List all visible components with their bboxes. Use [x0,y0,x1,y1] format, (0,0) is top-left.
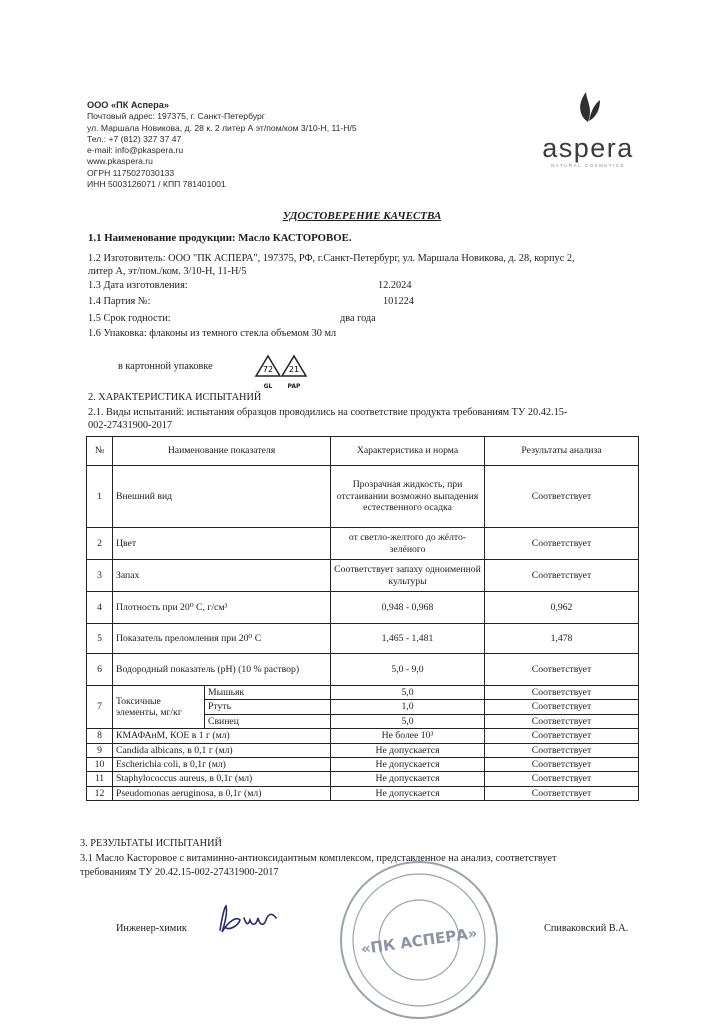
logo-wordmark: aspera [542,133,634,163]
table-row [87,772,639,786]
stamp-text: «ПК АСПЕРА» [359,923,479,959]
table-row [87,743,639,757]
table-row-toxic [87,686,639,700]
row-number: 2 [87,528,113,560]
row-number: 10 [87,758,113,772]
header-norm: Характеристика и норма [331,437,485,466]
company-stamp-seal [335,856,503,1024]
recycle-pap-icon [280,354,308,388]
recycle-pap-number: 21 [288,365,300,374]
row-number: 8 [87,729,113,743]
table-row [87,729,639,743]
row-indicator: Candida albicans, в 0,1 г (мл) [113,743,331,757]
toxic-sub-name: Мышьяк [205,686,331,700]
product-name: 1.1 Наименование продукции: Масло КАСТОРОВОЕ. [88,232,352,244]
recycle-gl-number: 72 [262,365,274,374]
row-indicator: Цвет [113,528,331,560]
tests-heading: 2. ХАРАКТЕРИСТИКА ИСПЫТАНИЙ [88,392,262,403]
row-norm: Не допускается [331,786,485,800]
row-result: Соответствует [485,772,639,786]
shelf-label: 1.5 Срок годности: [88,313,171,324]
company-inn: ИНН 5003126071 / КПП 781401001 [87,179,226,190]
pack-line: 1.6 Упаковка: флаконы из темного стекла объемом 30 мл [88,328,337,339]
tests-intro-1: 2.1. Виды испытаний: испытания образцов проводились на соответствие продукта требованиям ТУ 20.42.15- [88,407,568,418]
row-result: Соответствует [485,528,639,560]
company-header [87,100,357,190]
results-line-2: требованиям ТУ 20.42.15-002-27431900-2017 [80,867,279,878]
row-norm: 1,0 [331,700,485,714]
recycle-pap-code: PAP [287,383,301,390]
table-row [87,466,639,528]
row-norm: 5,0 - 9,0 [331,654,485,686]
row-result: 0,962 [485,592,639,624]
row-indicator: Водородный показатель (pH) (10 % раствор) [113,654,331,686]
row-number: 3 [87,560,113,592]
logo-tagline: NATURAL COSMETICS [550,163,625,168]
row-indicator: Запах [113,560,331,592]
row-number: 1 [87,466,113,528]
company-site: www.pkaspera.ru [87,156,153,167]
company-street: ул. Маршала Новикова, д. 28 к. 2 литер А эт/пом/ком 3/10-Н, 11-Н/5 [87,122,357,133]
row-norm: Не допускается [331,758,485,772]
row-result: Соответствует [485,466,639,528]
row-norm: 5,0 [331,686,485,700]
company-phone: Тел.: +7 (812) 327 37 47 [87,133,182,144]
row-result: Соответствует [485,686,639,700]
table-row [87,758,639,772]
table-row [87,560,639,592]
row-result: Соответствует [485,758,639,772]
row-indicator: Staphylococcus aureus, в 0,1г (мл) [113,772,331,786]
company-name: ООО «ПК Аспера» [87,100,169,110]
row-number: 7 [87,686,113,729]
header-result: Результаты анализа [485,437,639,466]
row-norm: от светло-желтого до жёлто-зелёного [331,528,485,560]
table-row [87,654,639,686]
aspera-logo [532,90,644,169]
row-number: 11 [87,772,113,786]
toxic-sub-name: Свинец [205,714,331,728]
table-row [87,528,639,560]
results-heading: 3. РЕЗУЛЬТАТЫ ИСПЫТАНИЙ [80,838,222,849]
row-norm: Соответствует запаху одноименной культуры [331,560,485,592]
row-norm: 5,0 [331,714,485,728]
table-row [87,624,639,654]
tests-intro-2: 002-27431900-2017 [88,420,173,431]
maker-line-1: 1.2 Изготовитель: ООО "ПК АСПЕРА", 197375, РФ, г.Санкт-Петербург, ул. Маршала Новикова, д. 28, корпус 2, [88,253,575,264]
row-indicator: Escherichia coli, в 0,1г (мл) [113,758,331,772]
header-indicator: Наименование показателя [113,437,331,466]
company-ogrn: ОГРН 1175027030133 [87,167,175,178]
results-line-1: 3.1 Масло Касторовое с витаминно-антиоксидантным комплексом, представленное на анализ, соответствует [80,853,557,864]
table-row [87,786,639,800]
row-indicator: Плотность при 20⁰ С, г/см³ [113,592,331,624]
table-header-row [87,437,639,466]
leaf-icon [575,90,601,124]
recycle-gl-code: GL [263,383,273,390]
row-result: Соответствует [485,729,639,743]
row-result: Соответствует [485,786,639,800]
batch-value: 101224 [383,296,414,307]
row-result: Соответствует [485,700,639,714]
date-label: 1.3 Дата изготовления: [88,280,188,291]
row-norm: Не более 10³ [331,729,485,743]
row-norm: 1,465 - 1,481 [331,624,485,654]
carton-line: в картонной упаковке [118,361,213,372]
row-norm: Не допускается [331,772,485,786]
row-result: Соответствует [485,560,639,592]
row-result: Соответствует [485,654,639,686]
company-email: e-mail: info@pkaspera.ru [87,145,184,156]
quality-table [86,436,639,801]
toxic-sub-name: Ртуть [205,700,331,714]
company-address: Почтовый адрес: 197375, г. Санкт-Петербург [87,111,265,122]
table-row [87,592,639,624]
row-number: 4 [87,592,113,624]
row-indicator: Показатель преломления при 20⁰ С [113,624,331,654]
batch-label: 1.4 Партия №: [88,296,151,307]
signer-name: Спиваковский В.А. [544,923,629,934]
maker-line-2: литер А, эт/пом./ком. 3/10-Н, 11-Н/5 [88,266,247,277]
date-value: 12.2024 [378,280,412,291]
row-norm: 0,948 - 0,968 [331,592,485,624]
signer-role: Инженер-химик [116,923,187,934]
header-number: № [87,437,113,466]
row-norm: Не допускается [331,743,485,757]
row-indicator: Токсичные элементы, мг/кг [113,686,205,729]
row-number: 9 [87,743,113,757]
shelf-value: два года [340,313,376,324]
row-number: 6 [87,654,113,686]
row-number: 12 [87,786,113,800]
row-indicator: КМАФАнМ, КОЕ в 1 г (мл) [113,729,331,743]
row-indicator: Pseudomonas aeruginosa, в 0,1г (мл) [113,786,331,800]
page-title: УДОСТОВЕРЕНИЕ КАЧЕСТВА [282,210,442,222]
row-result: 1,478 [485,624,639,654]
row-result: Соответствует [485,714,639,728]
row-indicator: Внешний вид [113,466,331,528]
handwritten-signature [214,900,286,940]
row-norm: Прозрачная жидкость, при отстаивании возможно выпадения естественного осадка [331,466,485,528]
row-result: Соответствует [485,743,639,757]
recycle-gl-icon [254,354,282,388]
row-number: 5 [87,624,113,654]
